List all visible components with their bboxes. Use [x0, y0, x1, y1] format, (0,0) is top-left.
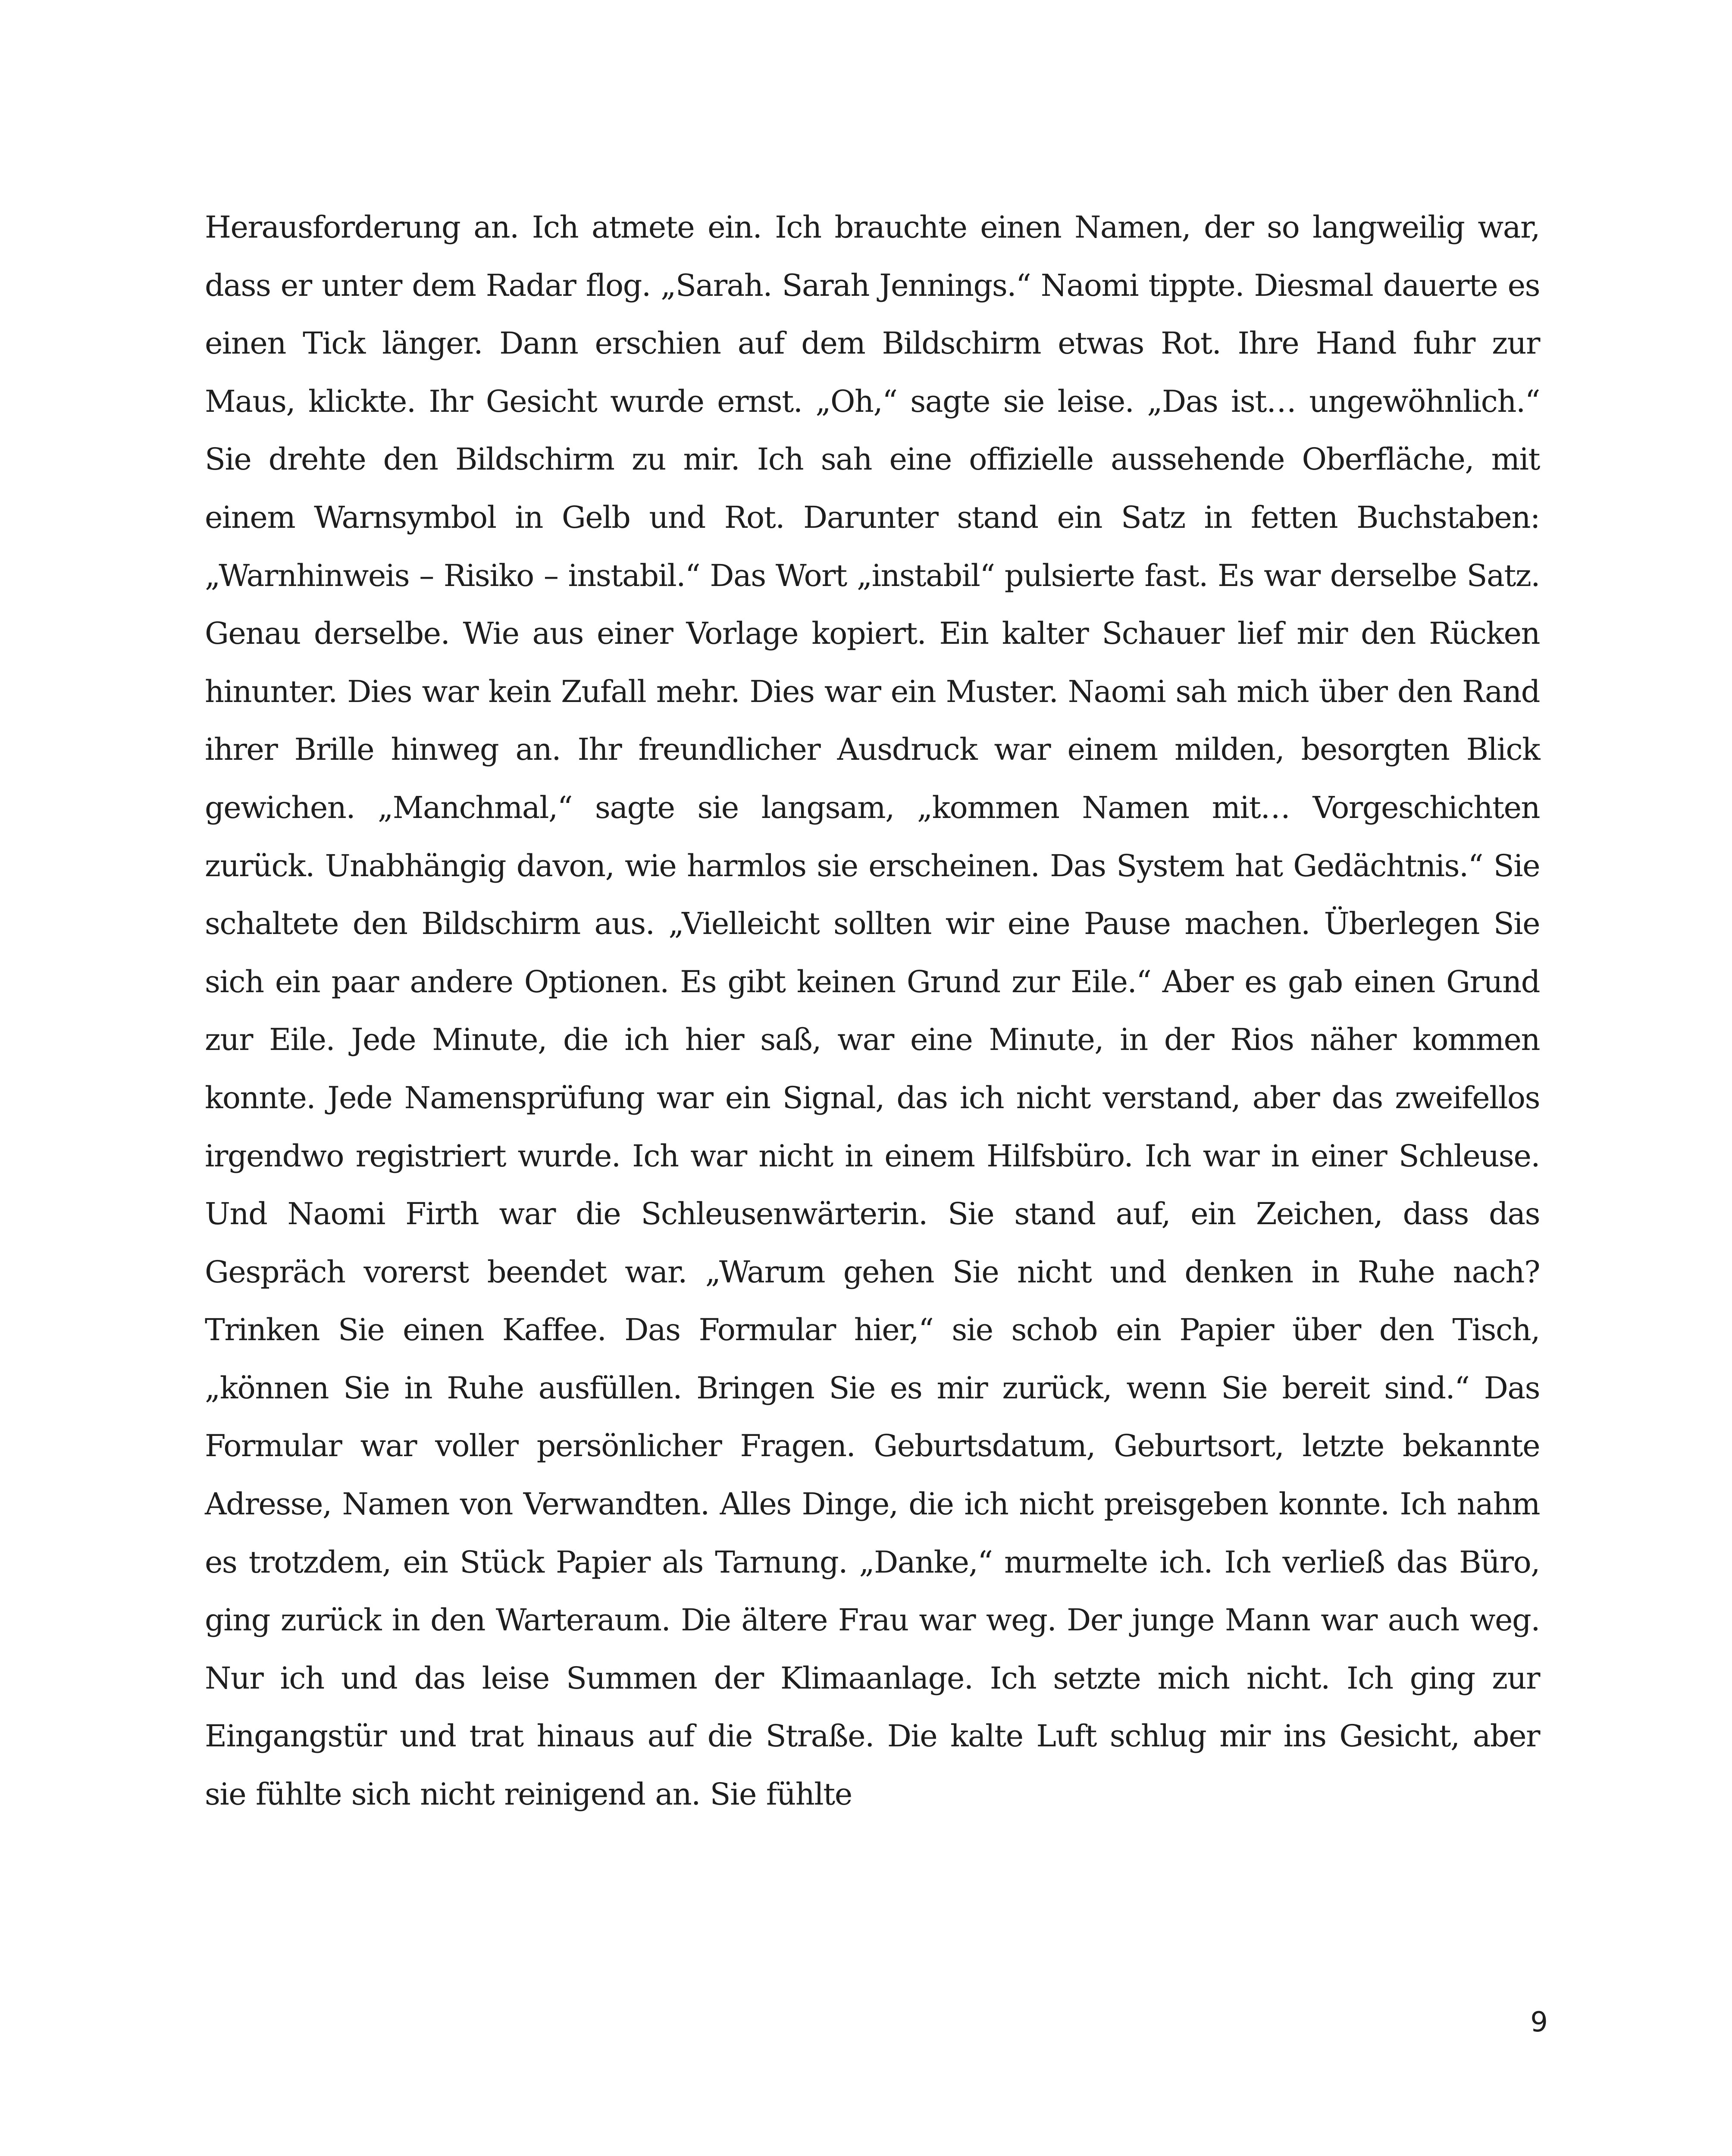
body-text: Herausforderung an. Ich atmete ein. Ich brauchte einen Namen, der so langweilig war, dass er unter dem Radar flog. „Sarah. Sarah Jennings.“ Naomi tippte. Diesmal dauerte es einen Tick länger. Dann erschien auf dem Bildschirm etwas Rot. Ihre Hand fuhr zur Maus, klickte. Ihr Gesicht wurde ernst. „Oh,“ sagte sie leise. „Das ist… ungewöhnlich.“ Sie drehte den Bildschirm zu mir. Ich sah eine offizielle aussehende Oberfläche, mit einem Warnsymbol in Gelb und Rot. Darunter stand ein Satz in fetten Buchstaben: „Warnhinweis – Risiko – instabil.“ Das Wort „instabil“ pulsierte fast. Es war derselbe Satz. Genau derselbe. Wie aus einer Vorlage kopiert. Ein kalter Schauer lief mir den Rücken hinunter. Dies war kein Zufall mehr. Dies war ein Muster. Naomi sah mich über den Rand ihrer Brille hinweg an. Ihr freundlicher Ausdruck war einem milden, besorgten Blick gewichen. „Manchmal,“ sagte sie langsam, „kommen Namen mit… Vorgeschichten zurück. Unabhängig davon, wie harmlos sie erscheinen. Das System hat Gedächtnis.“ Sie schaltete den Bildschirm aus. „Vielleicht sollten wir eine Pause machen. Überlegen Sie sich ein paar andere Optionen. Es gibt keinen Grund zur Eile.“ Aber es gab einen Grund zur Eile. Jede Minute, die ich hier saß, war eine Minute, in der Rios näher kommen konnte. Jede Namensprüfung war ein Signal, das ich nicht verstand, aber das zweifellos irgendwo registriert wurde. Ich war nicht in einem Hilfsbüro. Ich war in einer Schleuse. Und Naomi Firth war die Schleusenwärterin. Sie stand auf, ein Zeichen, dass das Gespräch vorerst beendet war. „Warum gehen Sie nicht und denken in Ruhe nach? Trinken Sie einen Kaffee. Das Formular hier,“ sie schob ein Papier über den Tisch, „können Sie in Ruhe ausfüllen. Bringen Sie es mir zurück, wenn Sie bereit sind.“ Das Formular war voller persönlicher Fragen. Geburtsdatum, Geburtsort, letzte bekannte Adresse, Namen von Verwandten. Alles Dinge, die ich nicht preisgeben konnte. Ich nahm es trotzdem, ein Stück Papier als Tarnung. „Danke,“ murmelte ich. Ich verließ das Büro, ging zurück in den Warteraum. Die ältere Frau war weg. Der junge Mann war auch weg. Nur ich und das leise Summen der Klimaanlage. Ich setzte mich nicht. Ich ging zur Eingangstür und trat hinaus auf die Straße. Die kalte Luft schlug mir ins Gesicht, aber sie fühlte sich nicht reinigend an. Sie fühlte — [205, 210, 1540, 1812]
page-number: 9 — [1530, 2006, 1548, 2038]
